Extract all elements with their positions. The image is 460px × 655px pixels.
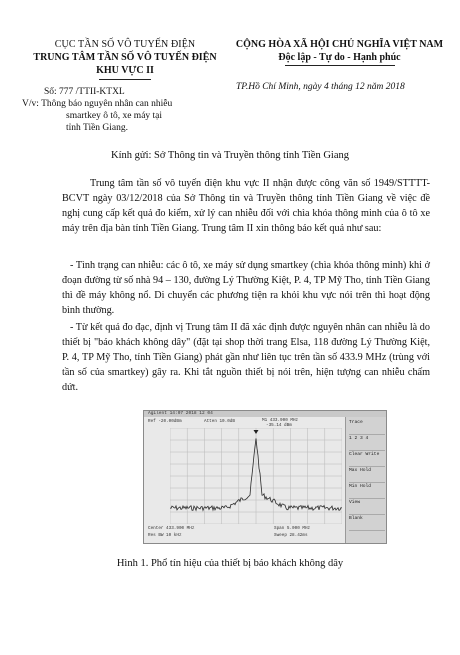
agency-line-3: KHU VỰC II (96, 65, 154, 76)
place-date: TP.Hồ Chí Minh, ngày 4 tháng 12 năm 2018 (236, 82, 405, 92)
analyzer-title-bar: Agilent 14:07 2018 12 04 (144, 411, 386, 417)
agency-header (20, 38, 230, 80)
softkey-blank[interactable]: Blank (349, 515, 385, 531)
spectrum-analyzer-screenshot (143, 410, 387, 544)
agency-line-2: TRUNG TÂM TẦN SỐ VÔ TUYẾN ĐIỆN (33, 52, 217, 63)
agency-line-1: CỤC TẦN SỐ VÔ TUYẾN ĐIỆN (54, 39, 196, 50)
marker-triangle-icon (254, 430, 259, 434)
softkey-clear-write[interactable]: Clear Write (349, 451, 385, 467)
center-frequency-label: Center 433.900 MHz (148, 526, 195, 531)
body-paragraph-3: - Từ kết quả đo đạc, định vị Trung tâm II đã xác định được nguyên nhân can nhiễu là do thiết bị "báo khách không dây" (đặt tại shop thời trang Elsa, 118 đường Lý Thường Kiệt, P. 4, TP Mỹ Tho, tỉnh Tiền Giang) phát gần như liên tục trên tần số 433.9 MHz (trùng với tần số của smartkey) gây ra. Khi tắt nguồn thiết bị nói trên, hiện tượng can nhiễu chấm dứt. (62, 322, 430, 393)
recipient-line: Kính gửi: Sở Thông tin và Truyền thông tỉnh Tiền Giang (111, 150, 349, 161)
softkey-trace[interactable]: Trace (349, 419, 385, 435)
subject-line-3: tỉnh Tiền Giang. (66, 123, 129, 133)
rbw-label: Res BW 10 kHz (148, 533, 182, 538)
figure-caption: Hình 1. Phổ tín hiệu của thiết bị báo khách không dây (116, 558, 344, 569)
agency-underline (99, 79, 151, 80)
softkey-panel (345, 417, 387, 543)
marker-level-label: -35.14 dBm (266, 423, 292, 428)
national-motto: Độc lập - Tự do - Hạnh phúc (278, 52, 401, 63)
document-number: Số: 777 /TTII-KTXL (44, 87, 125, 97)
body-paragraph-2: - Tình trạng can nhiễu: các ô tô, xe máy sử dụng smartkey (chìa khóa thông minh) khi ở đoạn đường từ số nhà 94 – 130, đường Lý Thường Kiệt, P. 4, TP Mỹ Tho, tỉnh Tiền Giang thì đề máy không nổ. Di chuyển các phương tiện ra khỏi khu vực nói trên thì hoạt động bình thường. (62, 260, 430, 316)
national-header (232, 38, 447, 66)
subject-line-2: smartkey ô tô, xe máy tại (66, 111, 163, 121)
softkey-min-hold[interactable]: Min Hold (349, 483, 385, 499)
subject-block (22, 98, 182, 134)
body-paragraph-1: Trung tâm tần số vô tuyến điện khu vực II nhận được công văn số 1949/STTTT-BCVT ngày 03/12/2018 của Sở Thông tin và Truyền thông tỉnh Tiền Giang về việc đề nghị cung cấp kết quả đo kiểm, xử lý can nhiễu đối với chìa khóa thông minh của ô tô xe máy trên địa bàn tỉnh Tiền Giang. Trung tâm II xin thông báo kết quả như sau: (62, 178, 430, 234)
softkey-trace-select[interactable]: 1 2 3 4 (349, 435, 385, 451)
span-label: Span 5.000 MHz (274, 526, 311, 531)
softkey-view[interactable]: View (349, 499, 385, 515)
softkey-max-hold[interactable]: Max Hold (349, 467, 385, 483)
attenuation-label: Atten 10.0dB (204, 419, 235, 424)
sweep-label: Sweep 28.42ms (274, 533, 308, 538)
subject-line-1: V/v: Thông báo nguyên nhân can nhiễu (22, 99, 173, 109)
ref-level-label: Ref -20.00dBm (148, 419, 182, 424)
country-title: CỘNG HÒA XÃ HỘI CHỦ NGHĨA VIỆT NAM (235, 39, 444, 50)
spectrum-plot (170, 428, 342, 524)
marker-frequency-label: M1 433.900 MHz (262, 418, 299, 423)
motto-underline (285, 65, 395, 66)
